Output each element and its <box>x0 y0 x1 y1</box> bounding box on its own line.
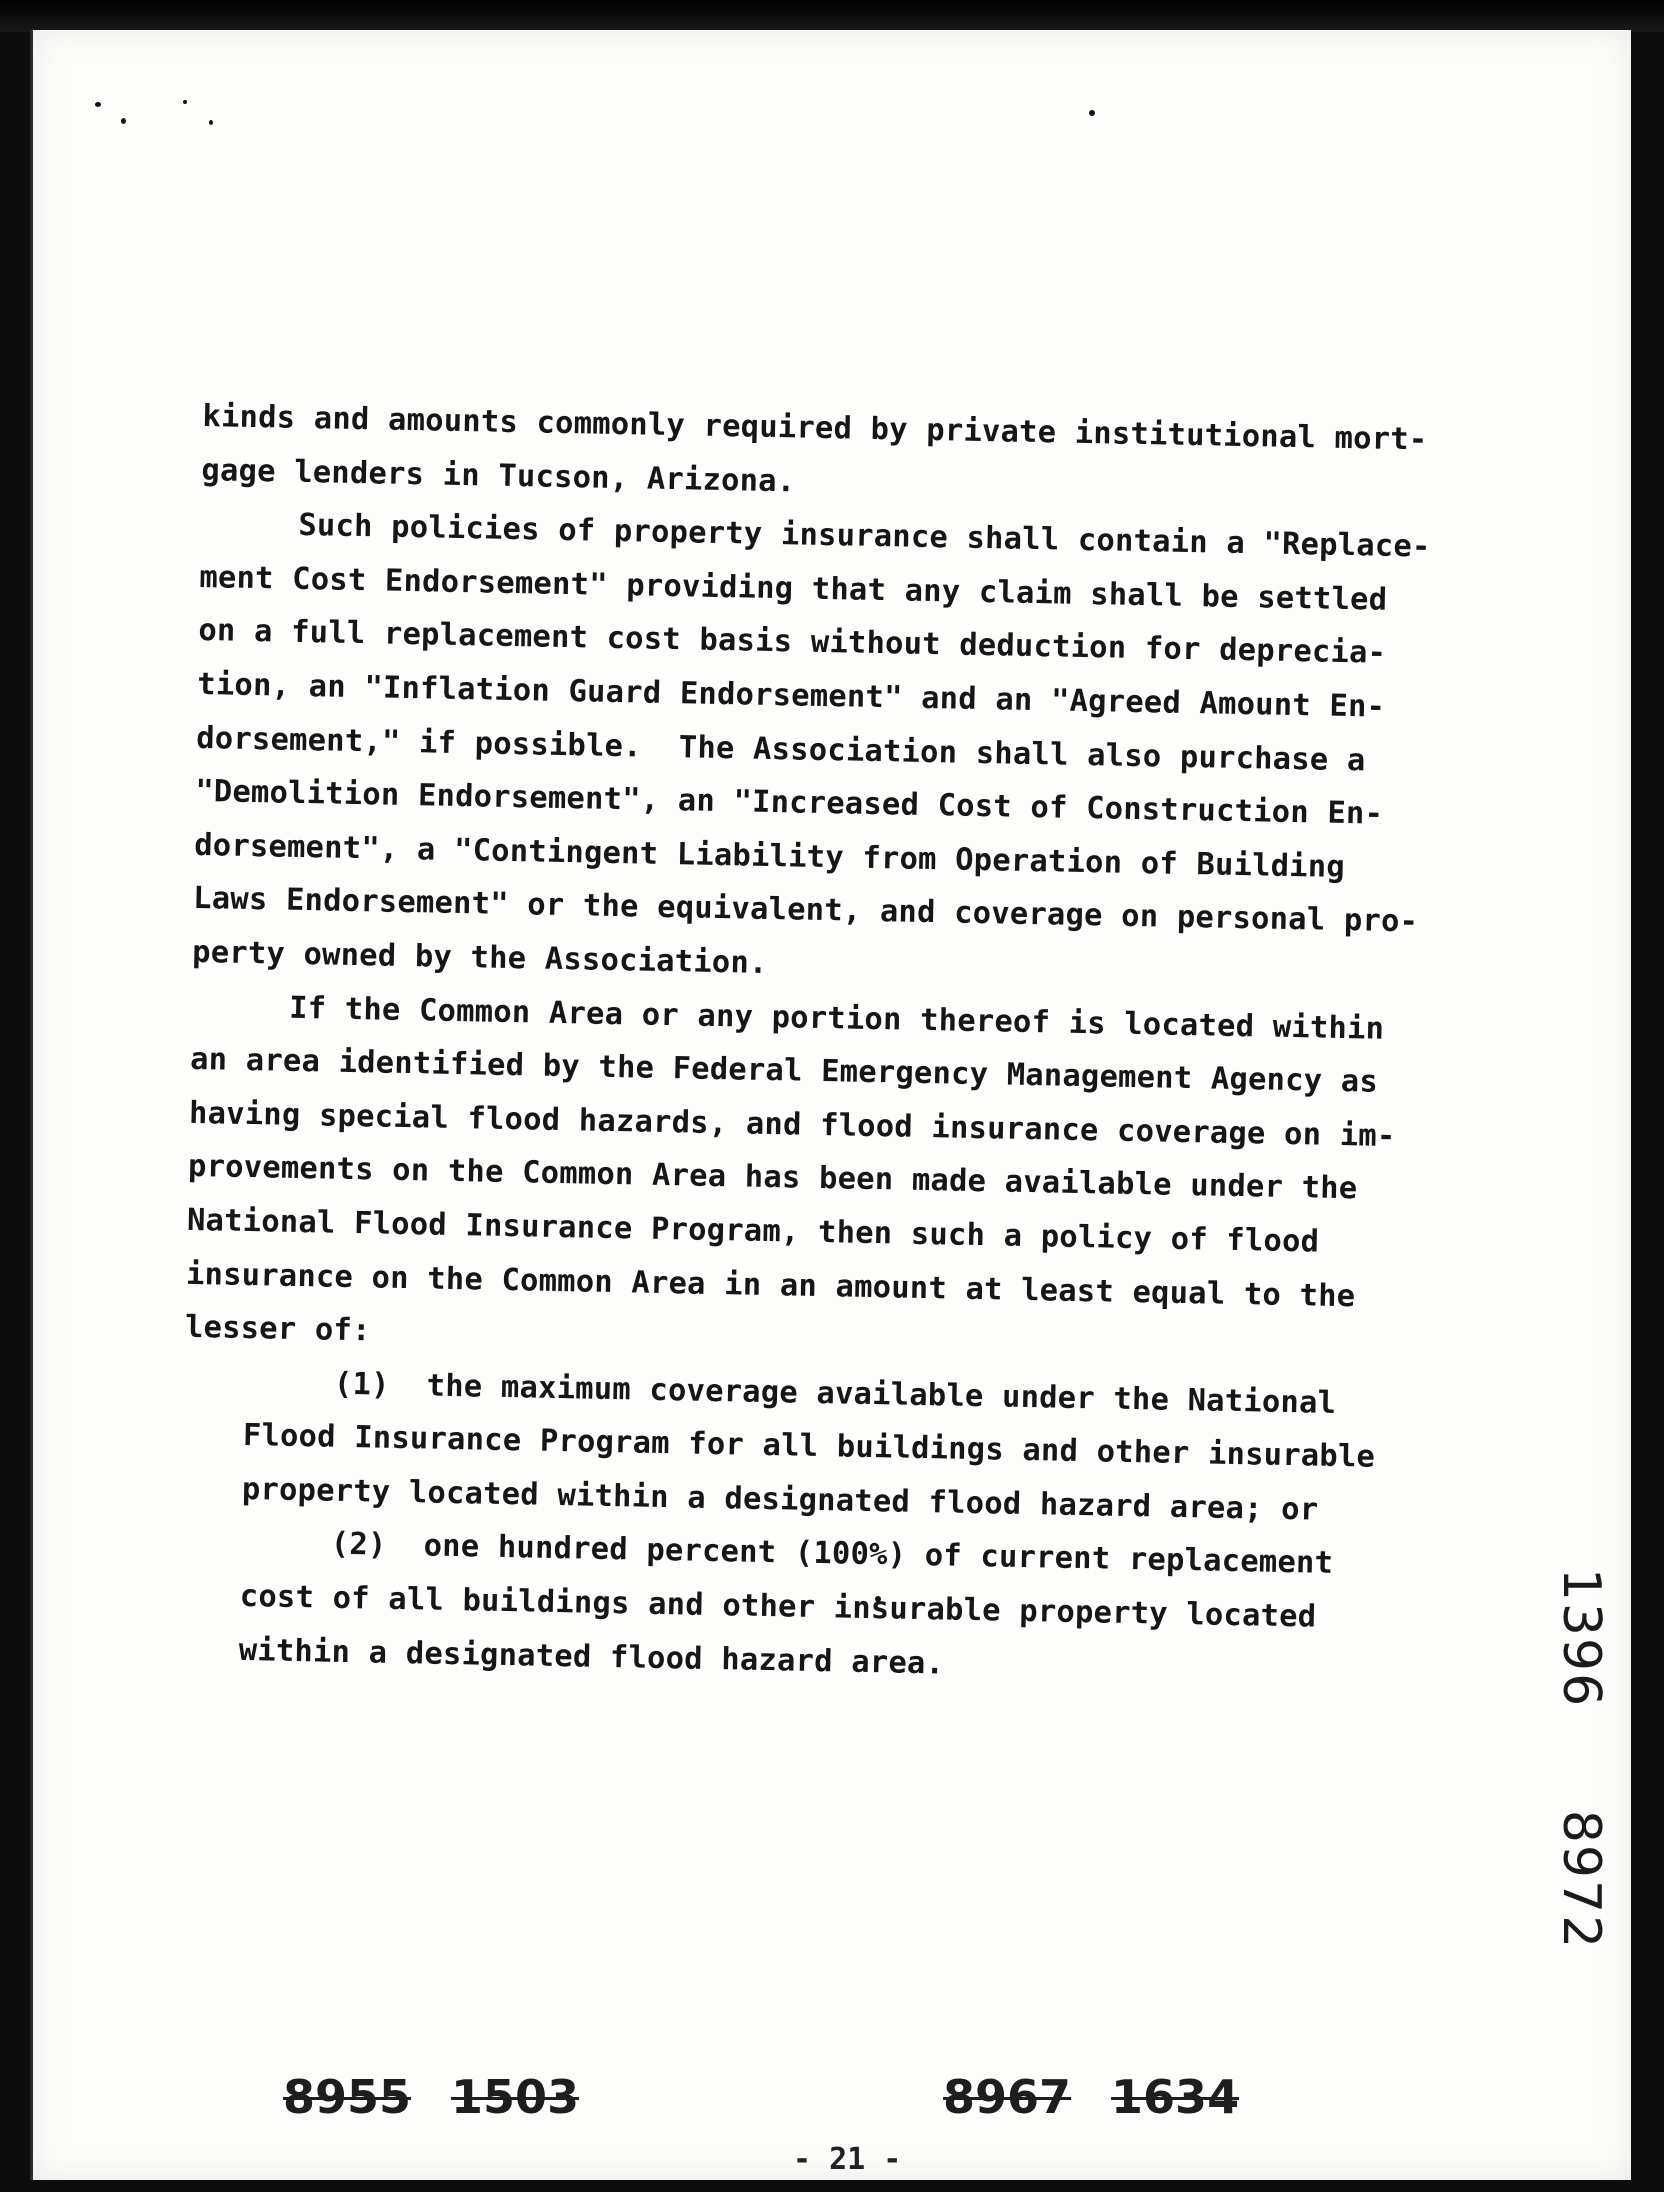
text-line: provements on the Common Area has been made available under the <box>187 1149 1358 1207</box>
page-number: - 21 - <box>793 2142 902 2177</box>
margin-page-number: 1396 <box>1551 1567 1612 1709</box>
text-line: kinds and amounts commonly required by private institutional mort- <box>202 398 1428 458</box>
text-line: Flood Insurance Program for all buildings and other insurable <box>242 1418 1376 1475</box>
scan-speck <box>183 100 187 104</box>
footer-right-number <box>943 2070 1239 2124</box>
text-line: an area identified by the Federal Emergency Management Agency as <box>189 1042 1379 1100</box>
document-body <box>178 390 1572 1702</box>
text-line: on a full replacement cost basis without deduction for deprecia- <box>198 613 1387 672</box>
scan-speck <box>209 120 213 125</box>
scan-border <box>0 0 1664 32</box>
text-line: Laws Endorsement" or the equivalent, and coverage on personal pro- <box>192 881 1419 940</box>
text-line: dorsement," if possible. The Association shall also purchase a <box>195 720 1366 778</box>
scan-speck <box>95 102 101 107</box>
text-line: National Flood Insurance Program, then such a policy of flood <box>186 1202 1320 1260</box>
text-line: Such policies of property insurance shall contain a "Replace- <box>298 508 1431 565</box>
footer-right-value: 8967 <box>943 2070 1072 2124</box>
text-line: within a designated flood hazard area. <box>238 1632 945 1682</box>
footer-left-struck: 1503 <box>451 2070 580 2124</box>
text-line: insurance on the Common Area in an amount at least equal to the <box>185 1256 1356 1314</box>
text-line: dorsement", a "Contingent Liability from Operation of Building <box>193 827 1346 885</box>
text-line: perty owned by the Association. <box>191 934 768 981</box>
text-line: having special flood hazards, and flood insurance coverage on im- <box>188 1095 1396 1154</box>
scan-speck <box>1089 110 1095 116</box>
text-line: lesser of: <box>184 1309 371 1349</box>
text-line: cost of all buildings and other insurable property located <box>239 1578 1317 1635</box>
text-line: If the Common Area or any portion thereof is located within <box>288 990 1385 1047</box>
margin-docket-number: 8972 <box>1551 1809 1612 1951</box>
text-line: ment Cost Endorsement" providing that any claim shall be settled <box>199 559 1388 618</box>
text-line: "Demolition Endorsement", an "Increased Cost of Construction En- <box>194 774 1384 832</box>
document-page <box>30 30 1631 2180</box>
footer-right-struck: 1634 <box>1111 2070 1240 2124</box>
footer-left-number <box>283 2070 579 2124</box>
list-item: (2) one hundred percent (100%) of current replacement <box>330 1527 1334 1582</box>
text-line: gage lenders in Tucson, Arizona. <box>201 452 796 499</box>
text-line: tion, an "Inflation Guard Endorsement" and an "Agreed Amount En- <box>197 666 1386 725</box>
scan-speck <box>121 118 126 124</box>
list-item: (1) the maximum coverage available under the National <box>333 1366 1337 1421</box>
text-line: property located within a designated flood hazard area; or <box>241 1471 1319 1528</box>
footer-left-value: 8955 <box>283 2070 412 2124</box>
